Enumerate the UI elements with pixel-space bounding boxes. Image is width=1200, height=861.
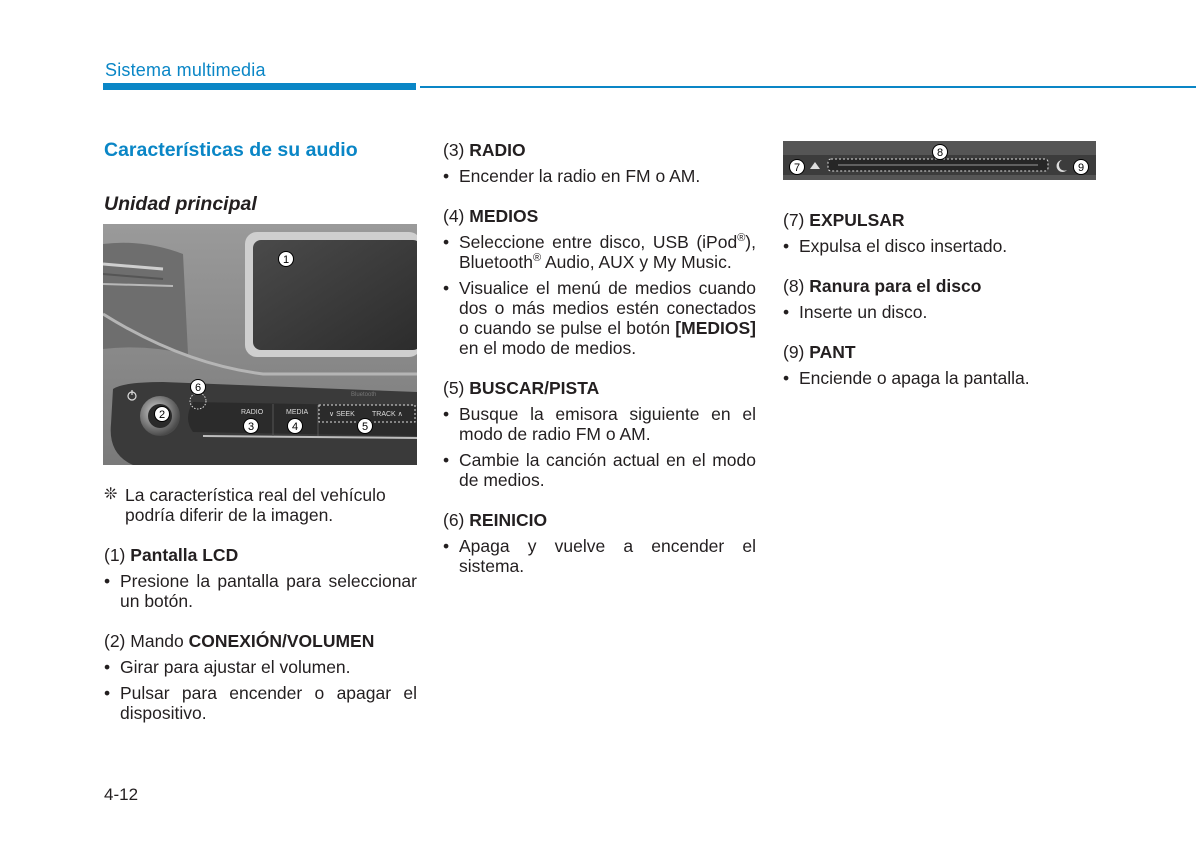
item-lcd — [104, 545, 417, 611]
svg-text:7: 7 — [793, 162, 801, 174]
list-item: • Pulsar para encender o apagar el dispositivo. — [104, 683, 417, 723]
item-expulsar: (7) EXPULSAR • Expulsa el disco insertado. — [783, 210, 1096, 256]
svg-text:1: 1 — [282, 254, 290, 266]
page-number: 4-12 — [104, 785, 139, 804]
svg-text:8: 8 — [936, 147, 944, 159]
item-medios: (4) MEDIOS • Seleccione entre disco, USB (iPod®), Bluetooth® Audio, AUX y My Music. • Visualice el menú de medios cuando dos o más medios estén conectados o cuando se pulse el botón [MEDIOS] en el modo de medios. — [443, 206, 756, 358]
list-item: • Apaga y vuelve a encender el sistema. — [443, 536, 756, 576]
callout-5 — [358, 419, 373, 434]
column-1-lower — [104, 485, 417, 723]
svg-text:2: 2 — [158, 409, 166, 421]
list-item: • Visualice el menú de medios cuando dos o más medios estén conectados o cuando se pulse el botón [MEDIOS] en el modo de medios. — [443, 278, 756, 358]
list-item: • Presione la pantalla para seleccionar un botón. — [104, 571, 417, 611]
note-asterisk-icon: ❊ — [104, 486, 118, 503]
note-text: La característica real del vehículo podría diferir de la imagen. — [125, 485, 386, 525]
callout-1 — [279, 252, 294, 267]
item-ranura: (8) Ranura para el disco • Inserte un disco. — [783, 276, 1096, 322]
callout-3 — [244, 419, 259, 434]
item-number: (2) — [104, 631, 126, 651]
column-1 — [104, 140, 417, 214]
svg-text:9: 9 — [1077, 162, 1085, 174]
item-name: Pantalla LCD — [130, 545, 239, 565]
head-unit-photo — [103, 224, 417, 465]
column-2 — [443, 140, 756, 576]
callout-7 — [790, 160, 805, 175]
item-volume — [104, 631, 417, 723]
column-3 — [783, 210, 1096, 388]
item-buscar: (5) BUSCAR/PISTA • Busque la emisora siguiente en el modo de radio FM o AM. • Cambie la canción actual en el modo de medios. — [443, 378, 756, 490]
list-item: • Cambie la canción actual en el modo de medios. — [443, 450, 756, 490]
callout-6 — [191, 380, 206, 395]
item-reinicio: (6) REINICIO • Apaga y vuelve a encender el sistema. — [443, 510, 756, 576]
callout-8 — [933, 145, 948, 160]
page-header-title: Sistema multimedia — [105, 60, 266, 80]
section-heading: Características de su audio — [104, 139, 358, 161]
callout-2 — [155, 407, 170, 422]
item-pant: (9) PANT • Enciende o apaga la pantalla. — [783, 342, 1096, 388]
radio-label: RADIO — [241, 409, 264, 416]
media-label: MEDIA — [286, 409, 309, 416]
item-radio: (3) RADIO • Encender la radio en FM o AM. — [443, 140, 756, 186]
item-prefix: Mando — [130, 631, 184, 651]
track-label: TRACK ∧ — [372, 411, 403, 418]
list-item: • Encender la radio en FM o AM. — [443, 166, 701, 186]
svg-text:6: 6 — [194, 382, 202, 394]
svg-text:5: 5 — [361, 421, 369, 433]
list-item: • Enciende o apaga la pantalla. — [783, 368, 1030, 388]
header-bar-thick — [103, 83, 416, 90]
list-item: • Expulsa el disco insertado. — [783, 236, 1008, 256]
list-item: • Seleccione entre disco, USB (iPod®), Bluetooth® Audio, AUX y My Music. — [443, 232, 756, 272]
svg-text:3: 3 — [247, 421, 255, 433]
seek-label: ∨ SEEK — [329, 411, 355, 418]
item-number: (1) — [104, 545, 126, 565]
image-note — [104, 485, 417, 525]
list-item: • Girar para ajustar el volumen. — [104, 657, 351, 677]
callout-9 — [1074, 160, 1089, 175]
disc-slot-photo — [783, 141, 1096, 180]
svg-text:4: 4 — [291, 421, 299, 433]
item-name: CONEXIÓN/VOLUMEN — [188, 631, 375, 651]
list-item: • Inserte un disco. — [783, 302, 928, 322]
header-bar-thin — [420, 86, 1196, 88]
bluetooth-label: Bluetooth — [351, 392, 377, 398]
list-item: • Busque la emisora siguiente en el modo de radio FM o AM. — [443, 404, 756, 444]
subheading: Unidad principal — [104, 193, 257, 215]
callout-4 — [288, 419, 303, 434]
